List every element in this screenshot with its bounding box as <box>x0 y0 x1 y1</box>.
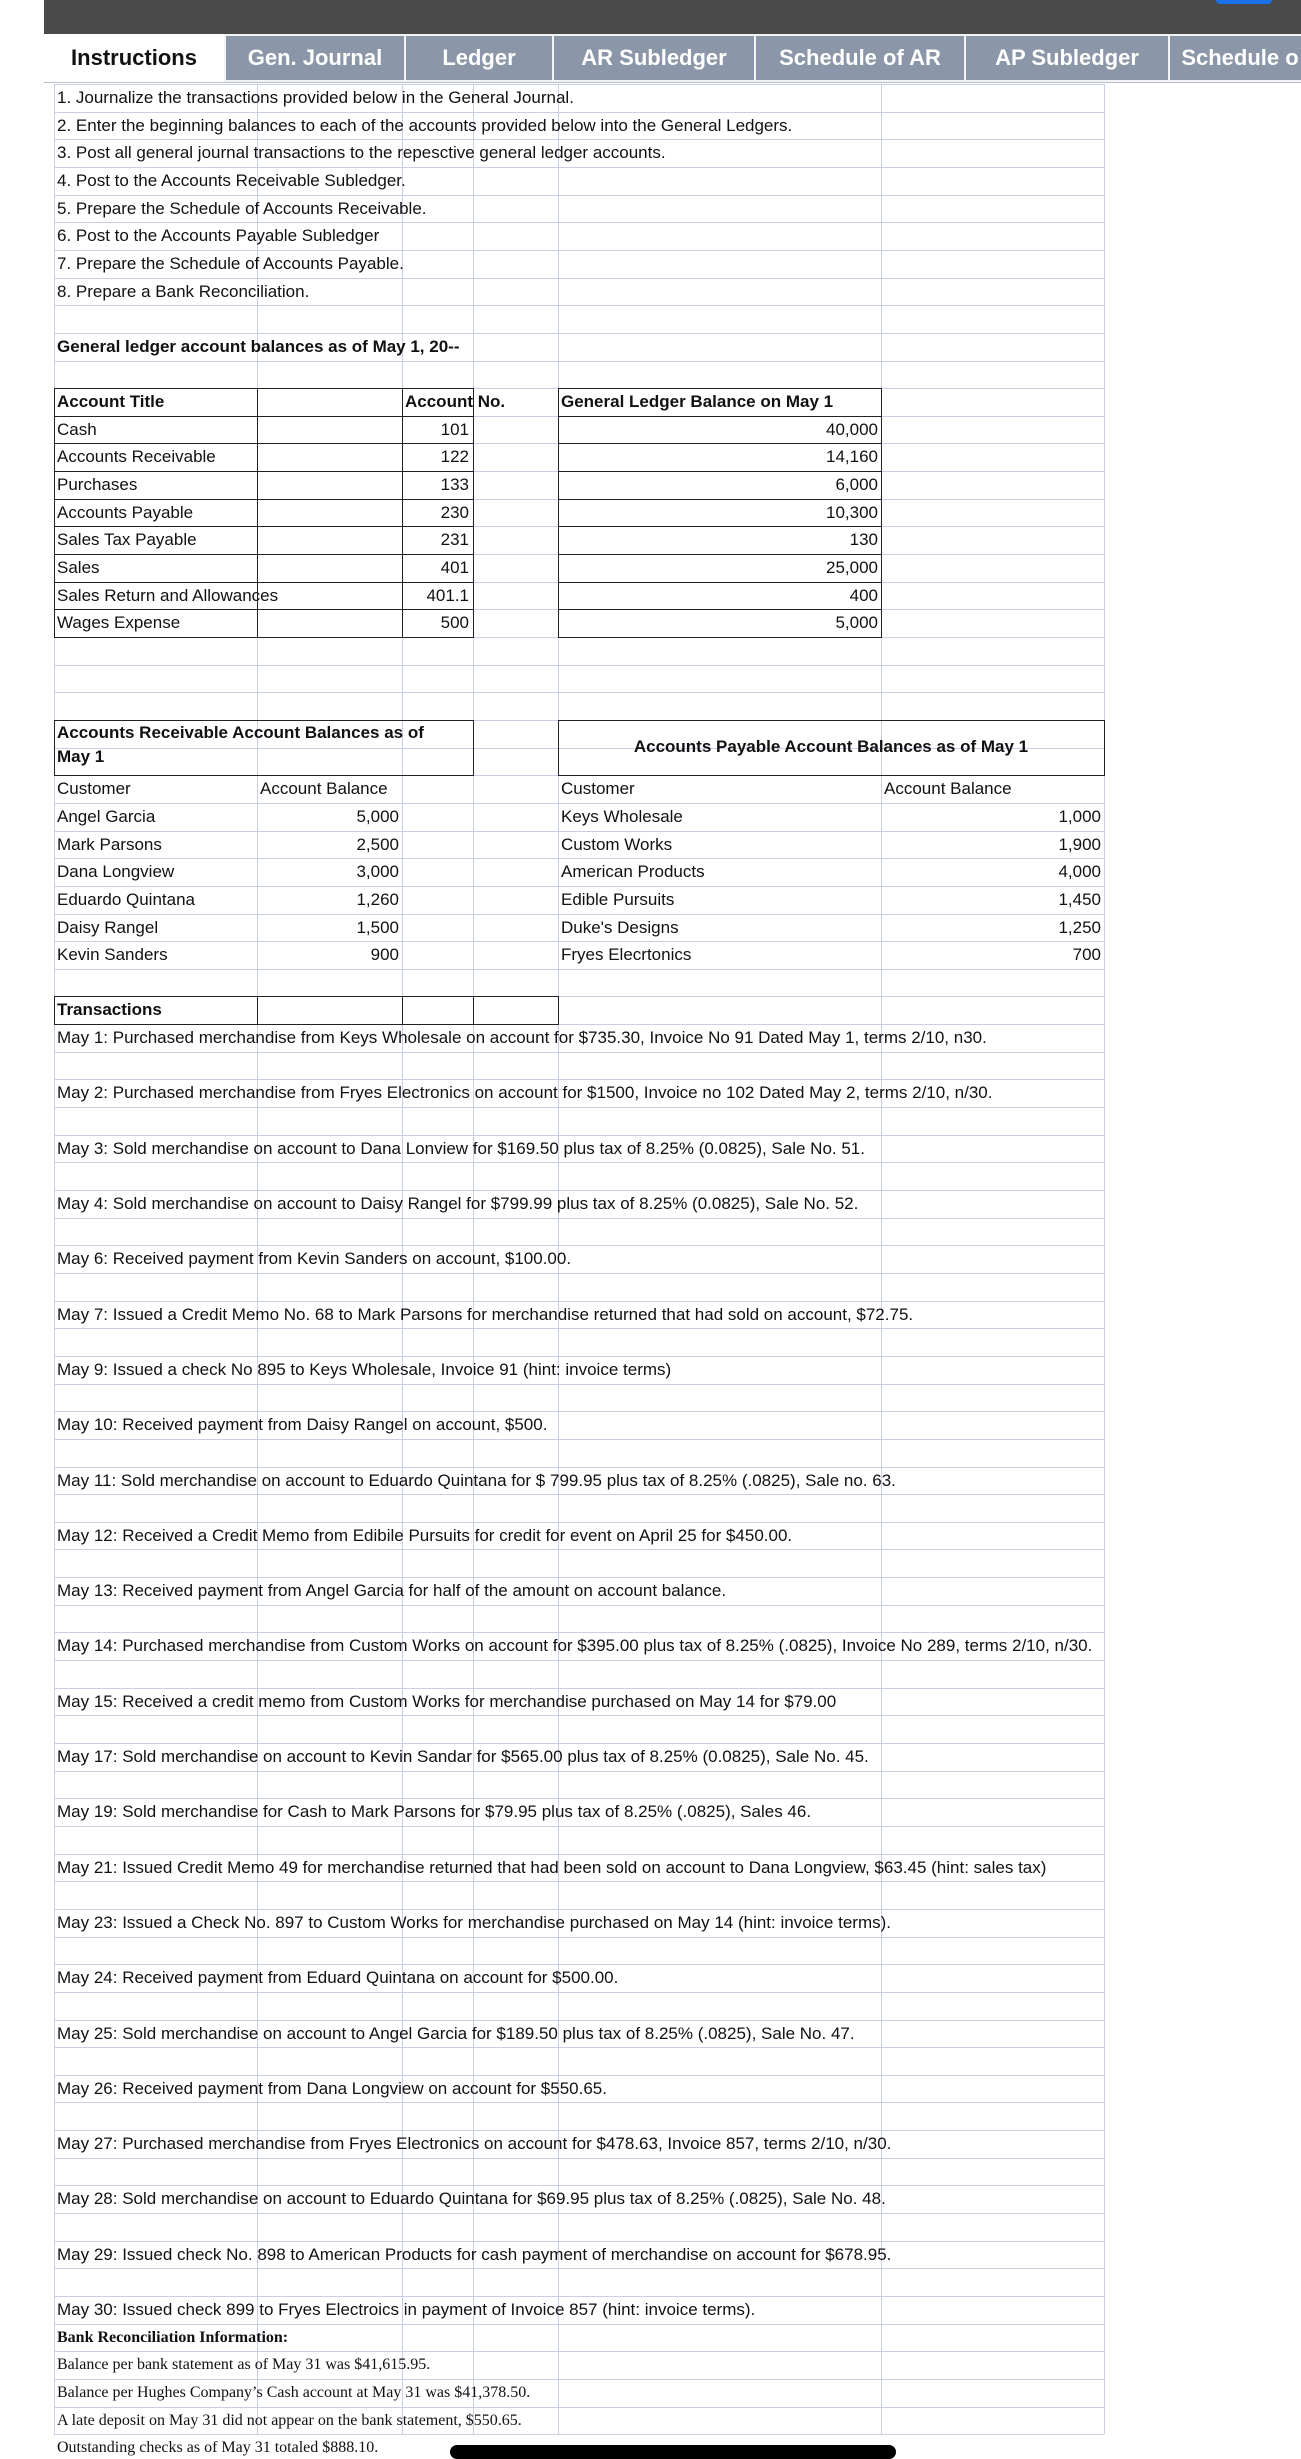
grid-row-line <box>54 1715 1104 1716</box>
transaction-item[interactable]: May 1: Purchased merchandise from Keys Wholesale on account for $735.30, Invoice No 91 Dated May 1, terms 2/10, n30. <box>57 1028 987 1047</box>
gl-cell-border <box>257 499 403 527</box>
transaction-item[interactable]: May 29: Issued check No. 898 to American Products for cash payment of merchandise on account for $678.95. <box>57 2245 892 2264</box>
bank-info-line[interactable]: Balance per Hughes Company’s Cash account at May 31 was $41,378.50. <box>57 2384 531 2401</box>
gl-account-title[interactable]: Accounts Receivable <box>57 447 216 466</box>
bank-heading[interactable]: Bank Reconciliation Information: <box>57 2329 289 2346</box>
instruction-item[interactable]: 2. Enter the beginning balances to each of the accounts provided below into the General Ledgers. <box>57 116 793 135</box>
ar-customer[interactable]: Dana Longview <box>57 862 175 881</box>
transactions-header-border <box>473 996 559 1025</box>
ap-balance[interactable]: 1,250 <box>1058 918 1101 937</box>
gl-balance[interactable]: 6,000 <box>835 475 878 494</box>
grid-row-line <box>54 2434 1104 2435</box>
gl-cell-border <box>402 582 474 610</box>
gl-cell-border <box>257 554 403 583</box>
grid-row-line <box>54 1992 1104 1993</box>
grid-row-line <box>54 858 1104 859</box>
grid-row-line <box>54 1881 1104 1882</box>
gl-cell-border <box>257 609 403 638</box>
gl-balance[interactable]: 5,000 <box>835 613 878 632</box>
grid-row-line <box>54 1411 1104 1412</box>
gl-col-balance[interactable]: General Ledger Balance on May 1 <box>561 392 834 411</box>
gl-account-number[interactable]: 401 <box>440 558 469 577</box>
gl-cell-border <box>54 582 258 610</box>
gl-cell-border <box>54 388 258 417</box>
ar-col-balance[interactable]: Account Balance <box>260 779 388 798</box>
transaction-item[interactable]: May 14: Purchased merchandise from Custom Works on account for $395.00 plus tax of 8.25% (.0825), Invoice No 289, terms 2/10, n/30. <box>57 1636 1093 1655</box>
grid-row-line <box>54 1162 1104 1163</box>
gl-balance[interactable]: 25,000 <box>826 558 878 577</box>
gl-balance[interactable]: 40,000 <box>826 420 878 439</box>
grid-row-line <box>54 1632 1104 1633</box>
grid-row-line <box>54 1660 1104 1661</box>
grid-row-line <box>54 1798 1104 1799</box>
instruction-item[interactable]: 7. Prepare the Schedule of Accounts Payable. <box>57 254 404 273</box>
grid-row-line <box>54 278 1104 279</box>
ar-customer[interactable]: Mark Parsons <box>57 835 162 854</box>
bank-info-line[interactable]: Balance per bank statement as of May 31 was $41,615.95. <box>57 2356 431 2373</box>
grid-row-line <box>54 1937 1104 1938</box>
grid-row-line <box>54 2324 1104 2325</box>
ar-balance[interactable]: 3,000 <box>356 862 399 881</box>
share-button[interactable] <box>1216 0 1272 4</box>
grid-row-line <box>54 305 1104 306</box>
transactions-heading[interactable]: Transactions <box>57 1000 162 1019</box>
tab-ap-subledger[interactable]: AP Subledger <box>966 36 1168 80</box>
grid-row-line <box>54 1964 1104 1965</box>
gl-col-title[interactable]: Account Title <box>57 392 165 411</box>
instruction-item[interactable]: 6. Post to the Accounts Payable Subledger <box>57 226 380 245</box>
grid-row-line <box>54 2047 1104 2048</box>
gl-cell-border <box>402 526 474 555</box>
tab-ledger[interactable]: Ledger <box>406 36 552 80</box>
ar-customer[interactable]: Eduardo Quintana <box>57 890 195 909</box>
transaction-item[interactable]: May 2: Purchased merchandise from Fryes Electronics on account for $1500, Invoice no 102 Dated May 2, terms 2/10, n/30. <box>57 1083 993 1102</box>
ap-customer[interactable]: Fryes Elecrtonics <box>561 945 692 964</box>
tab-schedule-of-ar[interactable]: Schedule of AR <box>756 36 964 80</box>
gl-cell-border <box>558 499 882 527</box>
gl-cell-border <box>558 526 882 555</box>
grid-row-line <box>54 2213 1104 2214</box>
grid-row-line <box>54 195 1104 196</box>
transaction-item[interactable]: May 10: Received payment from Daisy Rangel on account, $500. <box>57 1415 548 1434</box>
ap-customer[interactable]: Custom Works <box>561 835 673 854</box>
grid-row-line <box>54 2102 1104 2103</box>
grid-row-line <box>54 1218 1104 1219</box>
instruction-item[interactable]: 1. Journalize the transactions provided below in the General Journal. <box>57 88 574 107</box>
tab-gen-journal[interactable]: Gen. Journal <box>226 36 404 80</box>
transaction-item[interactable]: May 25: Sold merchandise on account to Angel Garcia for $189.50 plus tax of 8.25% (.0825), Sale No. 47. <box>57 2024 855 2043</box>
ar-customer[interactable]: Daisy Rangel <box>57 918 159 937</box>
ap-customer[interactable]: Duke's Designs <box>561 918 679 937</box>
grid-row-line <box>54 139 1104 140</box>
grid-row-line <box>54 1079 1104 1080</box>
grid-row-line <box>54 112 1104 113</box>
grid-row-line <box>54 665 1104 666</box>
grid-row-line <box>54 941 1104 942</box>
grid-row-line <box>54 969 1104 970</box>
transaction-item[interactable]: May 21: Issued Credit Memo 49 for merchandise returned that had been sold on account to Dana Longview, $63.45 (hint: sales tax) <box>57 1858 1047 1877</box>
grid-row-line <box>54 1743 1104 1744</box>
transaction-item[interactable]: May 26: Received payment from Dana Longview on account for $550.65. <box>57 2079 607 2098</box>
transaction-item[interactable]: May 13: Received payment from Angel Garcia for half of the amount on account balance. <box>57 1581 727 1600</box>
grid-row-line <box>54 333 1104 334</box>
gl-cell-border <box>402 554 474 583</box>
grid-row-line <box>54 2379 1104 2380</box>
gl-account-number[interactable]: 133 <box>440 475 469 494</box>
transaction-item[interactable]: May 11: Sold merchandise on account to Eduardo Quintana for $ 799.95 plus tax of 8.25% (.0825), Sale no. 63. <box>57 1471 896 1490</box>
transaction-item[interactable]: May 17: Sold merchandise on account to Kevin Sandar for $565.00 plus tax of 8.25% (0.0825), Sale No. 45. <box>57 1747 869 1766</box>
bank-info-line[interactable]: Outstanding checks as of May 31 totaled $888.10. <box>57 2439 379 2456</box>
grid-row-line <box>54 1688 1104 1689</box>
transaction-item[interactable]: May 3: Sold merchandise on account to Dana Lonview for $169.50 plus tax of 8.25% (0.0825), Sale No. 51. <box>57 1139 865 1158</box>
gl-cell-border <box>257 582 403 610</box>
gl-cell-border <box>558 609 882 638</box>
tab-ar-subledger[interactable]: AR Subledger <box>554 36 754 80</box>
transactions-header-border <box>257 996 403 1025</box>
app-top-bar <box>44 0 1301 34</box>
gl-account-title[interactable]: Accounts Payable <box>57 503 194 522</box>
gl-account-title[interactable]: Wages Expense <box>57 613 181 632</box>
transaction-item[interactable]: May 30: Issued check 899 to Fryes Electroics in payment of Invoice 857 (hint: invoice terms). <box>57 2300 756 2319</box>
transaction-item[interactable]: May 15: Received a credit memo from Custom Works for merchandise purchased on May 14 for $79.00 <box>57 1692 837 1711</box>
grid-column-line <box>1104 84 1105 2434</box>
gl-cell-border <box>54 471 258 500</box>
grid-row-line <box>54 2351 1104 2352</box>
grid-row-line <box>54 692 1104 693</box>
grid-row-line <box>54 803 1104 804</box>
grid-row-line <box>54 1826 1104 1827</box>
gl-account-title[interactable]: Cash <box>57 420 97 439</box>
ap-balance[interactable]: 700 <box>1072 945 1101 964</box>
grid-row-line <box>54 2241 1104 2242</box>
grid-row-line <box>54 2158 1104 2159</box>
grid-row-line <box>54 222 1104 223</box>
grid-row-line <box>54 914 1104 915</box>
transaction-item[interactable]: May 9: Issued a check No 895 to Keys Wholesale, Invoice 91 (hint: invoice terms) <box>57 1360 672 1379</box>
gl-balance[interactable]: 14,160 <box>826 447 878 466</box>
ap-customer[interactable]: Edible Pursuits <box>561 890 675 909</box>
ap-col-customer[interactable]: Customer <box>561 779 635 798</box>
ar-heading[interactable] <box>57 723 467 767</box>
ap-balance[interactable]: 1,450 <box>1058 890 1101 909</box>
grid-row-line <box>54 1549 1104 1550</box>
grid-row-line <box>54 1854 1104 1855</box>
tab-schedule-o[interactable]: Schedule o <box>1170 36 1301 80</box>
grid-row-line <box>54 1301 1104 1302</box>
grid-row-line <box>54 1909 1104 1910</box>
transaction-item[interactable]: May 6: Received payment from Kevin Sanders on account, $100.00. <box>57 1249 572 1268</box>
ar-balance[interactable]: 2,500 <box>356 835 399 854</box>
gl-heading[interactable]: General ledger account balances as of May 1, 20-- <box>57 337 460 356</box>
grid-row-line <box>54 84 1104 85</box>
gl-col-number[interactable]: Account No. <box>405 392 506 411</box>
ar-balance[interactable]: 900 <box>370 945 399 964</box>
gl-cell-border <box>402 388 474 417</box>
gl-account-number[interactable]: 500 <box>440 613 469 632</box>
grid-row-line <box>54 1135 1104 1136</box>
grid-row-line <box>54 1384 1104 1385</box>
gl-cell-border <box>257 471 403 500</box>
transaction-item[interactable]: May 19: Sold merchandise for Cash to Mark Parsons for $79.95 plus tax of 8.25% (.0825), Sales 46. <box>57 1802 812 1821</box>
bank-info-line[interactable]: A late deposit on May 31 did not appear on the bank statement, $550.65. <box>57 2412 522 2429</box>
gl-cell-border <box>402 443 474 472</box>
grid-row-line <box>54 1494 1104 1495</box>
ar-heading-line2: May 1 <box>57 747 105 766</box>
home-indicator <box>450 2445 896 2459</box>
grid-row-line <box>54 1107 1104 1108</box>
gl-cell-border <box>257 443 403 472</box>
grid-row-line <box>54 2185 1104 2186</box>
ar-col-customer[interactable]: Customer <box>57 779 131 798</box>
ap-customer[interactable]: Keys Wholesale <box>561 807 683 826</box>
grid-row-line <box>54 1771 1104 1772</box>
instruction-item[interactable]: 5. Prepare the Schedule of Accounts Receivable. <box>57 199 427 218</box>
grid-row-line <box>54 1052 1104 1053</box>
spreadsheet-instructions <box>0 84 1301 2455</box>
sheet-tabs <box>44 34 1301 83</box>
grid-row-line <box>54 1605 1104 1606</box>
grid-row-line <box>54 886 1104 887</box>
grid-row-line <box>54 2020 1104 2021</box>
tab-instructions[interactable]: Instructions <box>44 34 224 82</box>
gl-cell-border <box>54 443 258 472</box>
gl-cell-border <box>54 609 258 638</box>
grid-row-line <box>54 2296 1104 2297</box>
gl-balance[interactable]: 130 <box>849 530 878 549</box>
gl-cell-border <box>402 609 474 638</box>
gl-account-number[interactable]: 230 <box>440 503 469 522</box>
ar-balance[interactable]: 5,000 <box>356 807 399 826</box>
gl-cell-border <box>558 554 882 583</box>
gl-account-title[interactable]: Sales <box>57 558 100 577</box>
instruction-item[interactable]: 4. Post to the Accounts Receivable Subledger. <box>57 171 406 190</box>
gl-account-number[interactable]: 401.1 <box>426 586 469 605</box>
grid-row-line <box>54 2268 1104 2269</box>
grid-row-line <box>54 1439 1104 1440</box>
grid-row-line <box>54 167 1104 168</box>
gl-balance[interactable]: 10,300 <box>826 503 878 522</box>
gl-cell-border <box>257 526 403 555</box>
grid-row-line <box>54 1190 1104 1191</box>
ap-balance[interactable]: 1,000 <box>1058 807 1101 826</box>
gl-cell-border <box>402 499 474 527</box>
grid-row-line <box>54 1522 1104 1523</box>
ar-customer[interactable]: Kevin Sanders <box>57 945 168 964</box>
grid-row-line <box>54 2075 1104 2076</box>
ap-balance[interactable]: 4,000 <box>1058 862 1101 881</box>
gl-cell-border <box>257 388 403 417</box>
ap-balance[interactable]: 1,900 <box>1058 835 1101 854</box>
ap-heading[interactable]: Accounts Payable Account Balances as of May 1 <box>633 737 1029 756</box>
transaction-item[interactable]: May 7: Issued a Credit Memo No. 68 to Mark Parsons for merchandise returned that had sold on account, $72.75. <box>57 1305 914 1324</box>
ap-col-balance[interactable]: Account Balance <box>884 779 1012 798</box>
ar-heading-line1: Accounts Receivable Account Balances as of <box>57 723 424 742</box>
gl-balance[interactable]: 400 <box>849 586 878 605</box>
transaction-item[interactable]: May 24: Received payment from Eduard Quintana on account for $500.00. <box>57 1968 619 1987</box>
grid-row-line <box>54 1245 1104 1246</box>
gl-cell-border <box>558 582 882 610</box>
transaction-item[interactable]: May 23: Issued a Check No. 897 to Custom Works for merchandise purchased on May 14 (hint: invoice terms). <box>57 1913 891 1932</box>
grid-row-line <box>54 1356 1104 1357</box>
transaction-item[interactable]: May 27: Purchased merchandise from Fryes Electronics on account for $478.63, Invoice 857, terms 2/10, n/30. <box>57 2134 892 2153</box>
ar-balance[interactable]: 1,260 <box>356 890 399 909</box>
grid-row-line <box>54 2407 1104 2408</box>
transactions-header-border <box>402 996 474 1025</box>
gl-account-title[interactable]: Sales Tax Payable <box>57 530 197 549</box>
grid-row-line <box>54 1273 1104 1274</box>
grid-row-line <box>54 831 1104 832</box>
grid-row-line <box>54 2130 1104 2131</box>
gl-cell-border <box>558 471 882 500</box>
gl-cell-border <box>54 499 258 527</box>
instruction-item[interactable]: 8. Prepare a Bank Reconciliation. <box>57 282 310 301</box>
gl-cell-border <box>402 471 474 500</box>
gl-account-title[interactable]: Sales Return and Allowances <box>57 586 279 605</box>
grid-row-line <box>54 1577 1104 1578</box>
ap-customer[interactable]: American Products <box>561 862 705 881</box>
gl-account-number[interactable]: 231 <box>440 530 469 549</box>
gl-cell-border <box>558 443 882 472</box>
grid-row-line <box>54 250 1104 251</box>
ar-balance[interactable]: 1,500 <box>356 918 399 937</box>
transaction-item[interactable]: May 4: Sold merchandise on account to Daisy Rangel for $799.99 plus tax of 8.25% (0.0825), Sale No. 52. <box>57 1194 859 1213</box>
gl-cell-border <box>54 526 258 555</box>
instruction-item[interactable]: 3. Post all general journal transactions to the repesctive general ledger accounts. <box>57 143 666 162</box>
gl-account-number[interactable]: 101 <box>440 420 469 439</box>
ar-customer[interactable]: Angel Garcia <box>57 807 156 826</box>
gl-cell-border <box>54 554 258 583</box>
grid-row-line <box>54 1328 1104 1329</box>
transaction-item[interactable]: May 12: Received a Credit Memo from Edibile Pursuits for credit for event on April 25 for $450.00. <box>57 1526 793 1545</box>
gl-account-title[interactable]: Purchases <box>57 475 138 494</box>
grid-row-line <box>54 361 1104 362</box>
gl-cell-border <box>558 416 882 444</box>
gl-cell-border <box>257 416 403 444</box>
gl-cell-border <box>558 388 882 417</box>
transaction-item[interactable]: May 28: Sold merchandise on account to Eduardo Quintana for $69.95 plus tax of 8.25% (.0825), Sale No. 48. <box>57 2189 886 2208</box>
gl-cell-border <box>402 416 474 444</box>
gl-account-number[interactable]: 122 <box>440 447 469 466</box>
gl-cell-border <box>54 416 258 444</box>
grid-row-line <box>54 1467 1104 1468</box>
